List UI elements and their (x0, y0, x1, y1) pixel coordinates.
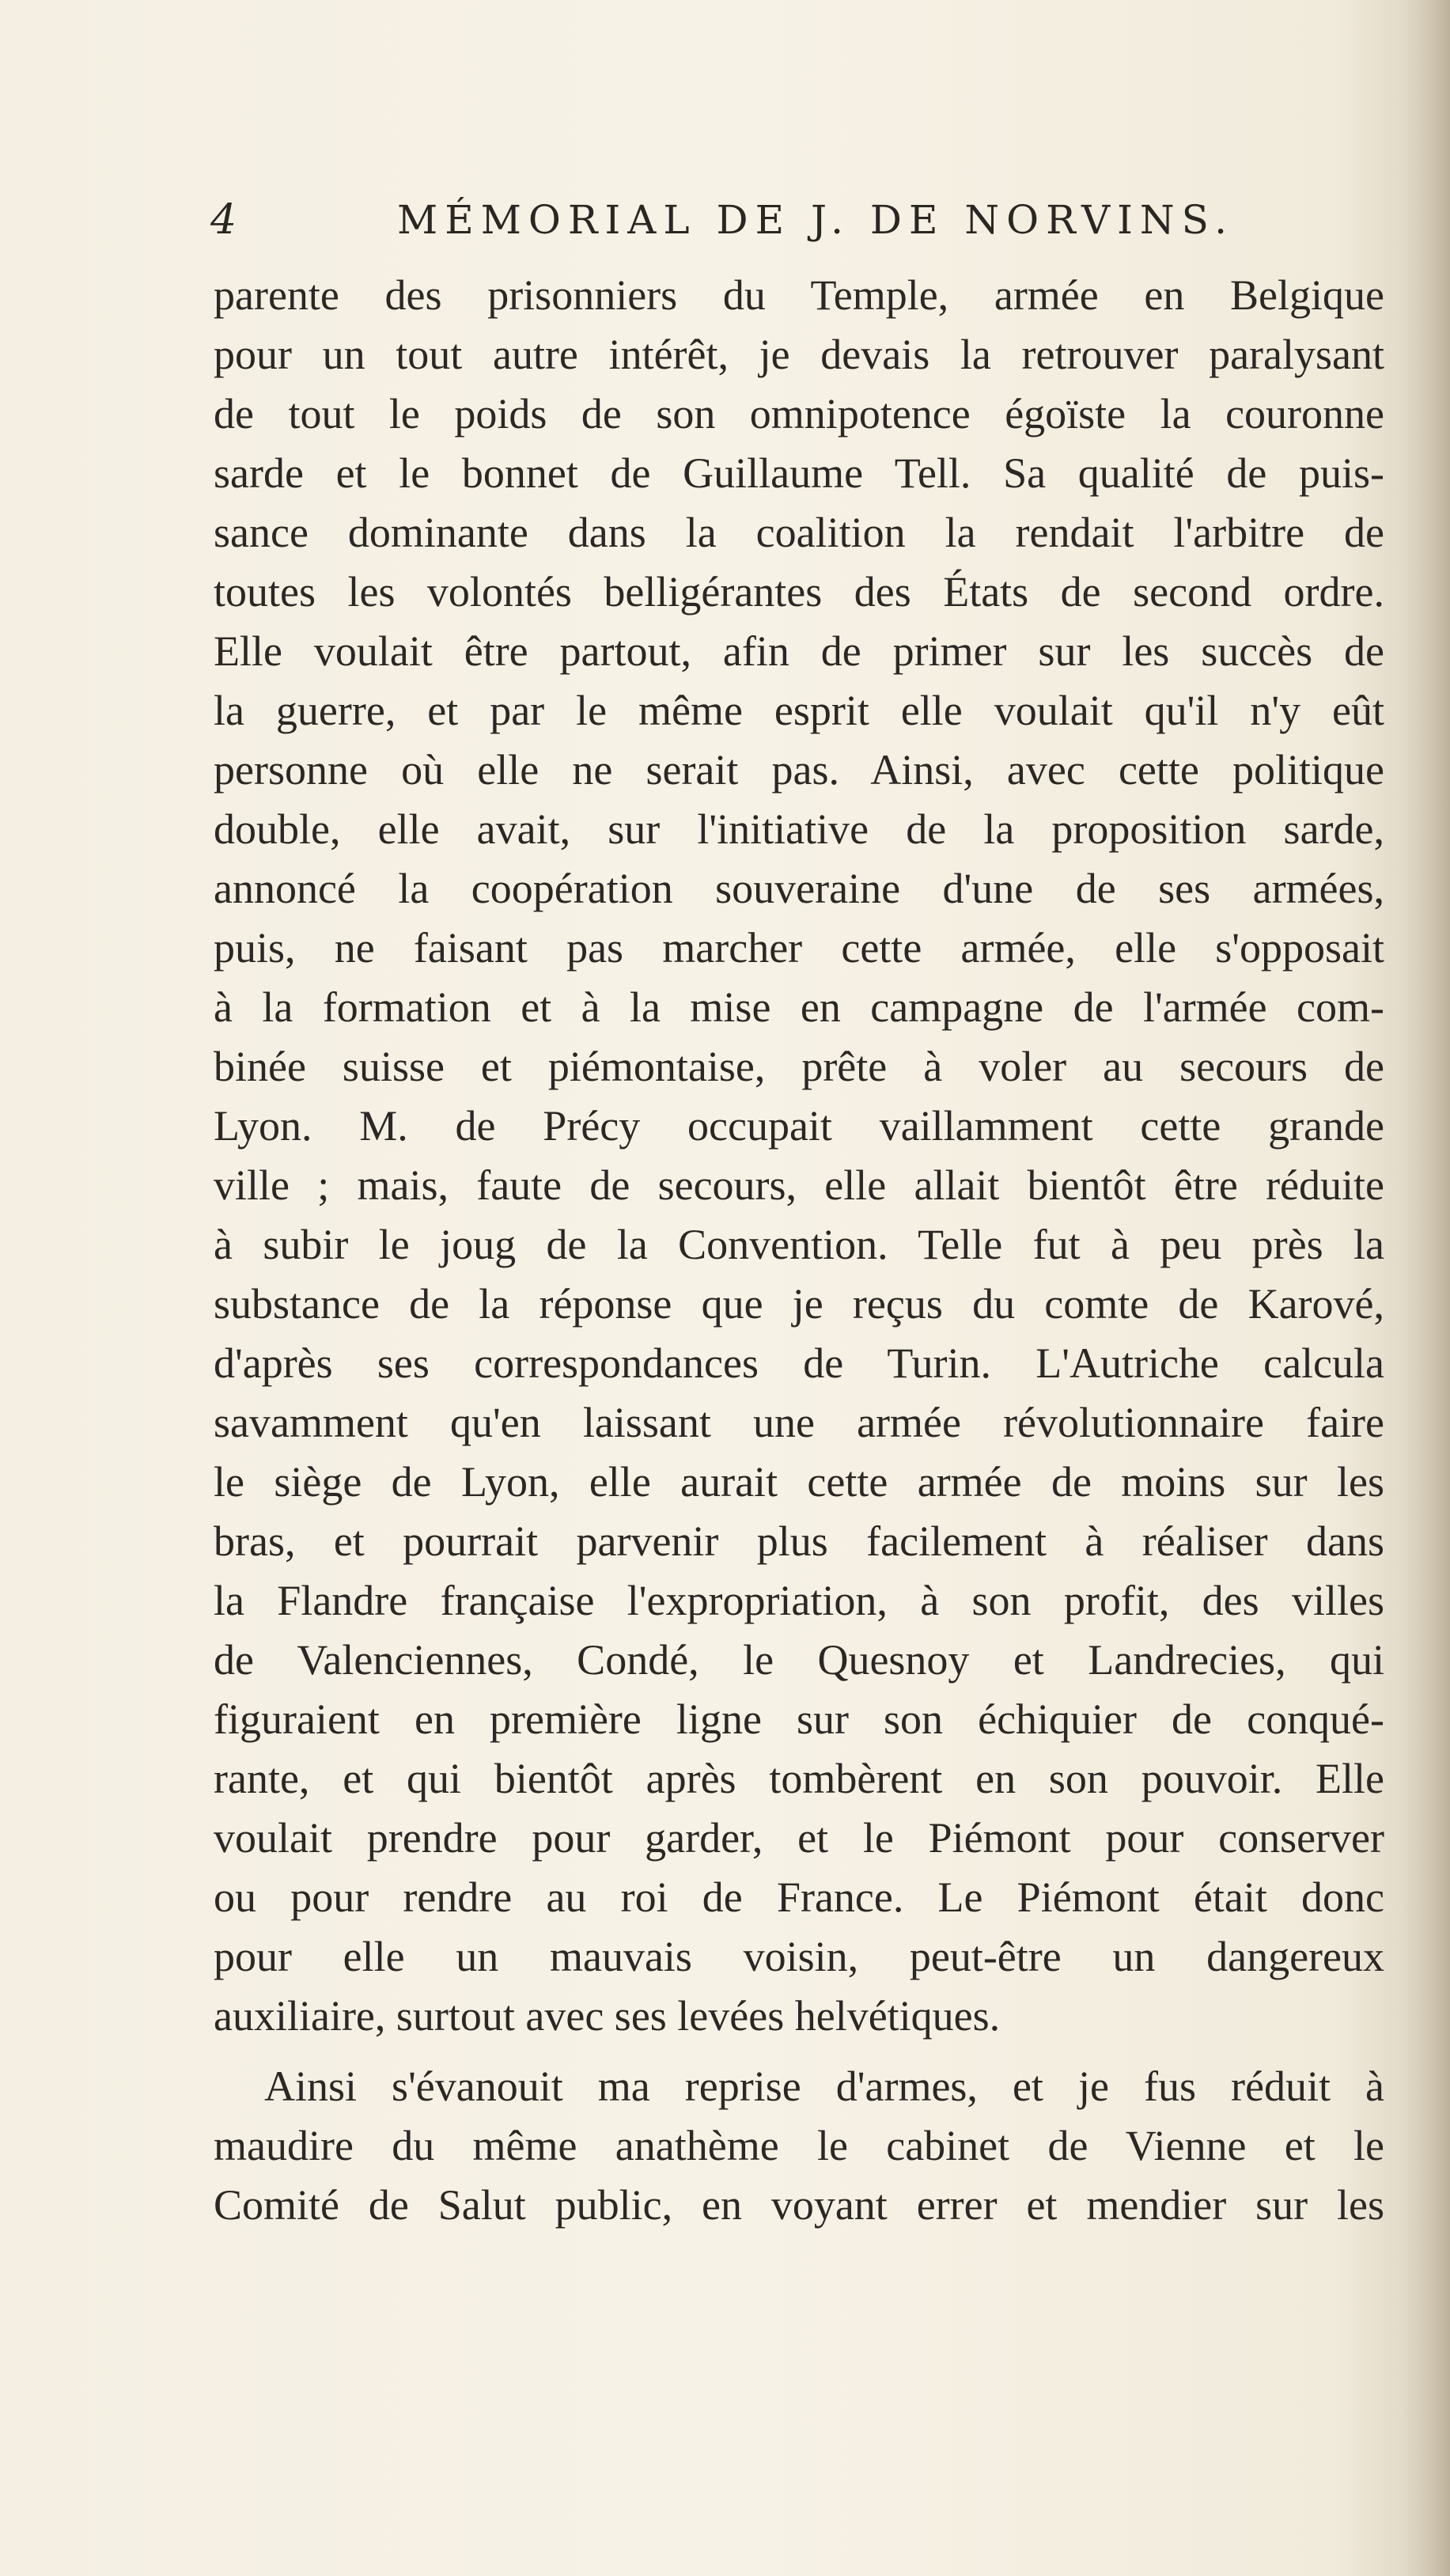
text-line: annoncé la coopération souveraine d'une de ses armées, (214, 865, 1384, 912)
paragraph-2 (214, 2057, 1384, 2235)
text-line: savamment qu'en laissant une armée révolutionnaire faire (214, 1399, 1384, 1446)
running-title: MÉMORIAL DE J. DE NORVINS. (397, 197, 1234, 243)
text-line: Ainsi s'évanouit ma reprise d'armes, et je fus réduit à (264, 2063, 1384, 2110)
text-line: la Flandre française l'expropriation, à son profit, des villes (214, 1577, 1384, 1624)
text-line: personne où elle ne serait pas. Ainsi, avec cette politique (214, 746, 1384, 794)
text-line: la guerre, et par le même esprit elle voulait qu'il n'y eût (214, 687, 1384, 734)
text-line: sance dominante dans la coalition la rendait l'arbitre de (214, 509, 1384, 556)
text-line: binée suisse et piémontaise, prête à voler au secours de (214, 1043, 1384, 1090)
page-edge-shadow (1403, 0, 1450, 2576)
text-line: double, elle avait, sur l'initiative de la proposition sarde, (214, 805, 1384, 853)
text-line: Comité de Salut public, en voyant errer et mendier sur les (214, 2181, 1384, 2229)
text-line: de Valenciennes, Condé, le Quesnoy et Landrecies, qui (214, 1636, 1384, 1684)
text-line: bras, et pourrait parvenir plus facilement à réaliser dans (214, 1517, 1384, 1565)
text-line: de tout le poids de son omnipotence égoïste la couronne (214, 390, 1384, 438)
text-line: sarde et le bonnet de Guillaume Tell. Sa qualité de puis- (214, 449, 1384, 497)
page-number: 4 (210, 196, 237, 244)
text-line: d'après ses correspondances de Turin. L'Autriche calcula (214, 1339, 1384, 1387)
text-line: toutes les volontés belligérantes des États de second ordre. (214, 568, 1384, 616)
text-line: ville ; mais, faute de secours, elle allait bientôt être réduite (214, 1161, 1384, 1209)
text-line: figuraient en première ligne sur son échiquier de conqué- (214, 1695, 1384, 1743)
page-header (210, 188, 1342, 252)
paragraph-gap (214, 2046, 1384, 2057)
text-line: rante, et qui bientôt après tombèrent en son pouvoir. Elle (214, 1755, 1384, 1802)
text-line: voulait prendre pour garder, et le Piémont pour conserver (214, 1814, 1384, 1862)
text-line: à la formation et à la mise en campagne de l'armée com- (214, 983, 1384, 1031)
text-line: puis, ne faisant pas marcher cette armée, elle s'opposait (214, 924, 1384, 972)
text-line: pour elle un mauvais voisin, peut-être un dangereux (214, 1933, 1384, 1980)
text-line: auxiliaire, surtout avec ses levées helvétiques. (214, 1992, 1001, 2040)
text-line: Elle voulait être partout, afin de primer sur les succès de (214, 627, 1384, 675)
text-line: pour un tout autre intérêt, je devais la retrouver paralysant (214, 331, 1384, 378)
text-line: maudire du même anathème le cabinet de Vienne et le (214, 2122, 1384, 2169)
paragraph-1 (214, 266, 1384, 2046)
text-line: substance de la réponse que je reçus du comte de Karové, (214, 1280, 1384, 1328)
text-line: Lyon. M. de Précy occupait vaillamment cette grande (214, 1102, 1384, 1150)
text-line: à subir le joug de la Convention. Telle fut à peu près la (214, 1221, 1384, 1268)
body-text (214, 266, 1384, 2235)
text-line: le siège de Lyon, elle aurait cette armée de moins sur les (214, 1458, 1384, 1506)
text-line: ou pour rendre au roi de France. Le Piémont était donc (214, 1873, 1384, 1921)
text-line: parente des prisonniers du Temple, armée en Belgique (214, 271, 1384, 319)
